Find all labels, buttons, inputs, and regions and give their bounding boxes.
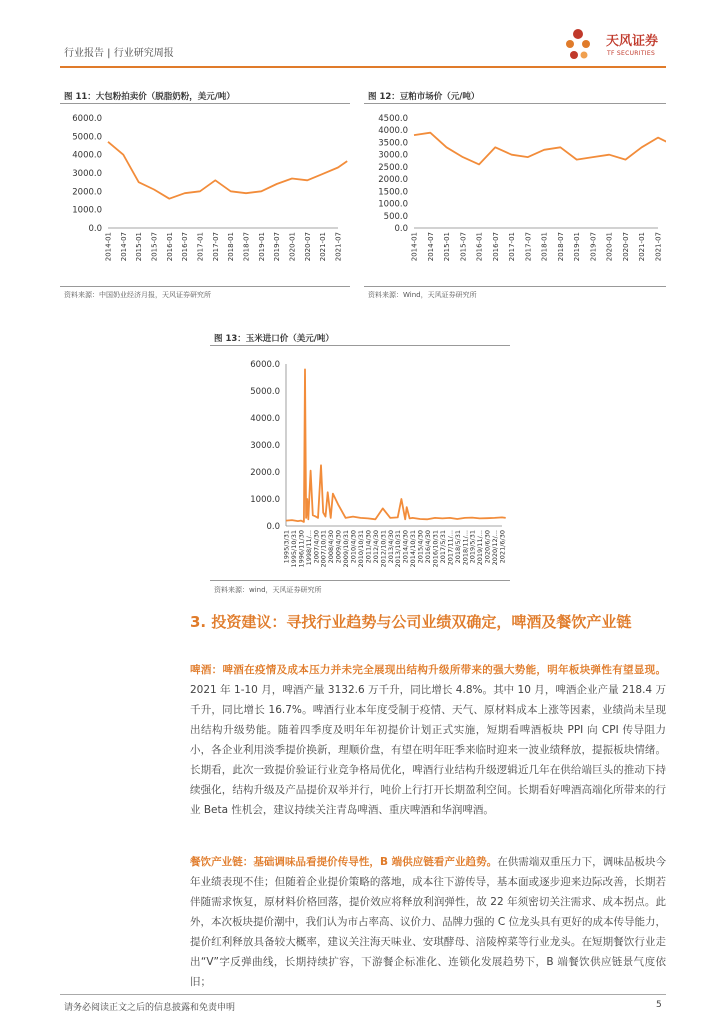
x-tick-label: 2017-01: [508, 232, 517, 262]
x-tick-label: 2016/10/31: [431, 530, 440, 568]
header-breadcrumb: 行业报告 | 行业研究周报: [64, 48, 174, 59]
y-tick-label: 0.0: [88, 224, 102, 234]
x-tick-label: 2019-07: [589, 232, 598, 262]
y-tick-label: 1000.0: [250, 495, 280, 505]
y-tick-label: 2000.0: [378, 175, 408, 186]
figure-11-rule: [60, 103, 350, 104]
x-tick-label: 2017-07: [524, 232, 533, 262]
x-tick-label: 2011/4/30: [364, 530, 373, 564]
y-tick-label: 0.0: [266, 522, 280, 532]
x-tick-label: 2021-07: [334, 232, 343, 262]
figure-13-rule-bottom: [210, 580, 510, 581]
brand-subtitle: TF SECURITIES: [607, 50, 656, 57]
x-tick-label: 2007/4/30: [312, 530, 321, 564]
x-tick-label: 2008/4/30: [327, 530, 336, 564]
x-tick-label: 1998/11/...: [304, 530, 313, 566]
brand-name: 天风证券: [606, 34, 659, 49]
catering-lead: 餐饮产业链：基础调味品看提价传导性，B 端供应链看产业趋势。: [190, 856, 498, 868]
beer-lead: 啤酒：啤酒在疫情及成本压力并未完全展现出结构升级所带来的强大势能，明年板块弹性有望显现。: [190, 664, 666, 676]
y-tick-label: 5000.0: [250, 387, 280, 397]
y-tick-label: 1000.0: [378, 199, 408, 210]
x-tick-label: 2012/4/30: [371, 530, 380, 564]
y-tick-label: 4000.0: [72, 150, 102, 161]
x-tick-label: 1995/3/31: [282, 530, 291, 564]
y-tick-label: 1000.0: [72, 205, 102, 216]
figure-13-source: 资料来源：wind，天风证券研究所: [214, 586, 322, 594]
x-tick-label: 2021-01: [319, 232, 328, 262]
section-title: 3. 投资建议：寻找行业趋势与公司业绩双确定，啤酒及餐饮产业链: [190, 613, 632, 631]
y-tick-label: 4000.0: [250, 414, 280, 424]
x-tick-label: 2018-01: [227, 232, 236, 262]
x-tick-label: 2010/10/31: [356, 530, 365, 568]
x-tick-label: 2018/5/31: [453, 530, 462, 564]
y-tick-label: 500.0: [383, 211, 408, 222]
x-tick-label: 2017/5/31: [438, 530, 447, 564]
y-tick-label: 1500.0: [378, 187, 408, 198]
y-tick-label: 2000.0: [72, 187, 102, 198]
y-tick-label: 4000.0: [378, 126, 408, 137]
y-tick-label: 3500.0: [378, 138, 408, 149]
y-tick-label: 3000.0: [72, 169, 102, 179]
x-tick-label: 2020-01: [288, 232, 297, 262]
x-tick-label: 2016/4/30: [424, 530, 433, 564]
x-tick-label: 2019-01: [573, 232, 582, 262]
figure-12-title: 图 12：豆粕市场价（元/吨）: [368, 92, 480, 102]
header-divider: [60, 66, 666, 68]
figure-12-rule: [364, 103, 666, 104]
series-line: [414, 133, 666, 165]
x-tick-label: 2015-07: [150, 232, 159, 262]
x-tick-label: 2019/5/31: [468, 530, 477, 564]
x-tick-label: 2020-07: [303, 231, 312, 262]
x-tick-label: 2021-07: [654, 232, 663, 262]
figure-12-rule-bottom: [364, 286, 666, 287]
footer-divider: [60, 994, 666, 995]
x-tick-label: 2014-01: [104, 232, 113, 262]
beer-paragraph: [190, 660, 666, 820]
x-tick-label: 2020/6/30: [483, 530, 492, 564]
page-number: 5: [656, 1000, 662, 1010]
x-tick-label: 2019/11/...: [476, 530, 485, 566]
x-tick-label: 2021-01: [638, 232, 647, 262]
x-tick-label: 2016-01: [165, 232, 174, 262]
x-tick-label: 2020-01: [605, 232, 614, 262]
catering-body: 在供需端双重压力下，调味品板块今年业绩表现不佳；但随着企业提价策略的落地，成本往下游传导，基本面或逐步迎来边际改善，长期若伴随需求恢复，原材料价格回落，提价效应将释放利润弹性，故 22 年须密切关注需求、成本拐点。此外，本次板块提价潮中，我们认为市占率高、议价力、品牌力强的 C 位龙头具有更好的成本传导能力，提价红利释放具备较大概率，建议关注海天味业、安琪酵母、涪陵榨菜等行业龙头。在短期餐饮行业走出“V”字反弹曲线，长期持续扩容，下游餐企标准化、连锁化发展趋势下，B 端餐饮供应链景气度依旧；: [190, 856, 667, 988]
x-tick-label: 2013/4/30: [386, 530, 395, 564]
figure-13-chart: [210, 350, 510, 578]
figure-11-rule-bottom: [60, 286, 350, 287]
x-tick-label: 2012/10/31: [379, 530, 388, 568]
x-tick-label: 2017-07: [211, 232, 220, 262]
x-tick-label: 2014-01: [410, 232, 419, 262]
figure-13-title: 图 13：玉米进口价（美元/吨）: [214, 334, 334, 344]
x-tick-label: 2018-07: [556, 232, 565, 262]
x-tick-label: 2016-01: [475, 232, 484, 262]
series-line: [286, 369, 506, 522]
figure-11-source: 资料来源：中国奶业经济月报，天风证券研究所: [64, 291, 211, 299]
y-tick-label: 4500.0: [378, 114, 408, 124]
x-tick-label: 2009/4/30: [334, 530, 343, 564]
x-tick-label: 2019-07: [273, 232, 282, 262]
figure-13-rule: [210, 345, 510, 346]
figure-11-title: 图 11：大包粉拍卖价（脱脂奶粉，美元/吨）: [64, 92, 235, 102]
x-tick-label: 2013/10/31: [394, 530, 403, 568]
figure-12-source: 资料来源：Wind，天风证券研究所: [368, 291, 477, 299]
x-tick-label: 2014-07: [119, 232, 128, 262]
x-tick-label: 2015-07: [459, 232, 468, 262]
x-tick-label: 2014-07: [426, 232, 435, 262]
x-tick-label: 2016-07: [491, 232, 500, 262]
y-tick-label: 6000.0: [72, 114, 102, 124]
x-tick-label: 2014/10/31: [409, 530, 418, 568]
x-tick-label: 2019-01: [257, 232, 266, 262]
x-tick-label: 2018-07: [242, 232, 251, 262]
y-tick-label: 5000.0: [72, 132, 102, 143]
y-tick-label: 6000.0: [250, 360, 280, 370]
x-tick-label: 2007/10/31: [319, 530, 328, 568]
x-tick-label: 2018/11/...: [461, 530, 470, 566]
x-tick-label: 2016-07: [181, 232, 190, 262]
x-tick-label: 2018-01: [540, 232, 549, 262]
y-tick-label: 2000.0: [250, 468, 280, 478]
x-tick-label: 2021/6/30: [498, 530, 507, 564]
figure-12-chart: [364, 108, 666, 284]
footer-disclaimer: 请务必阅读正文之后的信息披露和免责申明: [64, 1003, 236, 1013]
x-tick-label: 2010/4/30: [349, 530, 358, 564]
catering-paragraph: [190, 852, 666, 992]
x-tick-label: 1995/10/31: [289, 530, 298, 568]
y-tick-label: 3000.0: [378, 150, 408, 161]
x-tick-label: 2020/12/...: [491, 530, 500, 566]
x-tick-label: 2014/4/30: [401, 530, 410, 564]
figure-11-chart: [60, 108, 350, 284]
x-tick-label: 2020-07: [621, 232, 630, 262]
x-tick-label: 2015/4/30: [416, 530, 425, 564]
beer-body: 2021 年 1-10 月，啤酒产量 3132.6 万千升，同比增长 4.8%。其中 10 月，啤酒企业产量 218.4 万千升，同比增长 16.7%。啤酒行业本年度受制于疫情、天气、原材料成本上涨等因素，业绩尚未呈现出结构升级势能。随着四季度及明年年初提价计划正式实施，短期看啤酒板块 PPI 向 CPI 传导阻力小，各企业利用淡季提价换新，理顺价盘，有望在明年旺季来临时迎来一波业绩释放，提振板块情绪。长期看，此次一致提价验证行业竞争格局优化，啤酒行业结构升级逻辑近几年在供给端巨头的推动下持续强化，结构升级及产品提价双举并行，吨价上行打开长期盈利空间。长期看好啤酒高端化所带来的行业 Beta 性机会，建议持续关注青岛啤酒、重庆啤酒和华润啤酒。: [190, 684, 666, 816]
x-tick-label: 2017-01: [196, 232, 205, 262]
x-tick-label: 2015-01: [443, 232, 452, 262]
x-tick-label: 1996/11/30: [297, 530, 306, 568]
series-line: [108, 142, 347, 199]
x-tick-label: 2015-01: [135, 232, 144, 262]
y-tick-label: 3000.0: [250, 441, 280, 451]
x-tick-label: 2009/10/31: [342, 530, 351, 568]
x-tick-label: 2017/11/...: [446, 530, 455, 566]
y-tick-label: 0.0: [394, 224, 408, 234]
y-tick-label: 2500.0: [378, 162, 408, 173]
